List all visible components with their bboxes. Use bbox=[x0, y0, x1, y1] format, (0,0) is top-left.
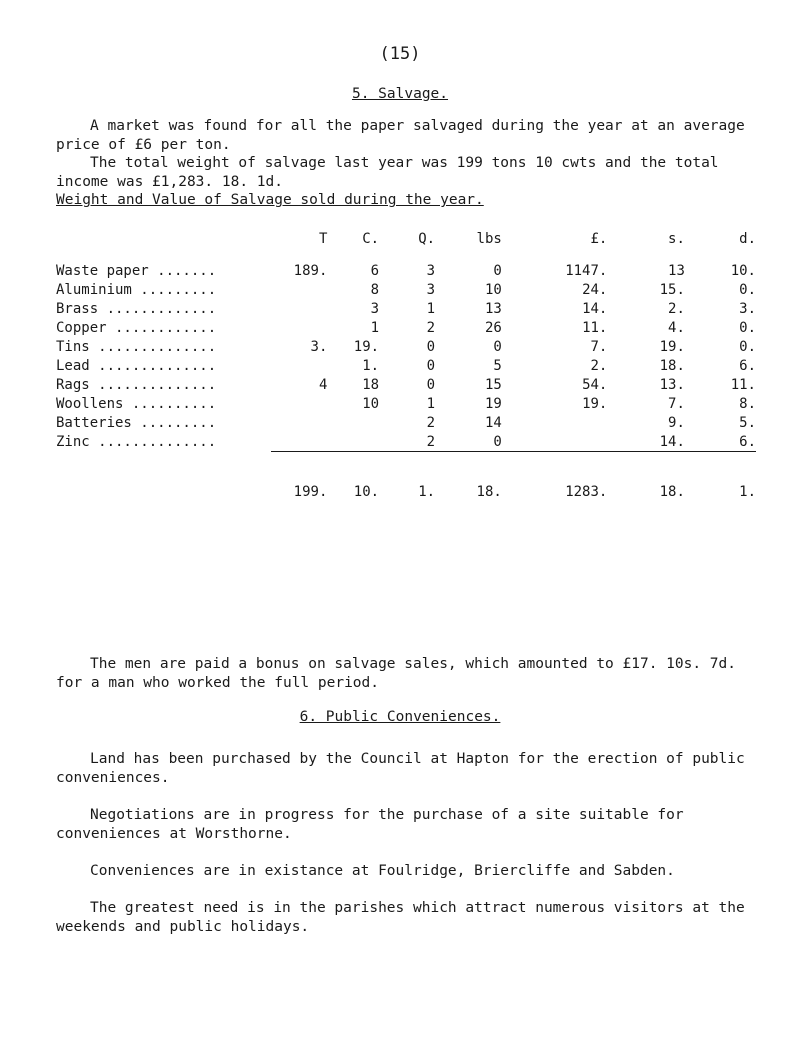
salvage-market-paragraph: A market was found for all the paper salvaged during the year at an average price of £6 per ton. bbox=[56, 118, 745, 153]
cell-quarters: 3 bbox=[426, 262, 436, 279]
col-header-pounds: £. bbox=[590, 231, 608, 247]
salvage-heading: 5. Salvage. bbox=[351, 86, 449, 102]
row-material-name: Batteries ......... bbox=[56, 414, 217, 431]
cell-tons bbox=[271, 394, 327, 413]
salvage-table bbox=[56, 231, 756, 501]
cell-quarters: 3 bbox=[426, 281, 436, 298]
cell-lbs: 14 bbox=[484, 414, 502, 431]
page-number: (15) bbox=[379, 44, 421, 64]
cell-shillings: 4. bbox=[668, 319, 685, 336]
cell-pence: 0. bbox=[739, 281, 756, 298]
cell-pounds bbox=[502, 413, 608, 432]
table-row bbox=[56, 432, 756, 452]
col-header-quarters: Q. bbox=[418, 231, 436, 247]
table-row bbox=[56, 356, 756, 375]
table-row bbox=[56, 337, 756, 356]
table-row bbox=[56, 261, 756, 280]
total-lbs: 18. bbox=[476, 483, 502, 500]
cell-shillings: 13 bbox=[668, 262, 685, 279]
cell-shillings: 7. bbox=[668, 395, 685, 412]
cell-tons: 189. bbox=[293, 262, 328, 279]
cell-cwts bbox=[327, 413, 379, 432]
total-cwts: 10. bbox=[353, 483, 380, 500]
cell-pence: 0. bbox=[739, 338, 756, 355]
cell-shillings: 14. bbox=[659, 433, 685, 450]
cell-pounds: 54. bbox=[582, 376, 608, 393]
salvage-total-paragraph: The total weight of salvage last year was 199 tons 10 cwts and the total income was £1,283. 18. 1d. bbox=[56, 155, 719, 190]
row-material-name: Waste paper ....... bbox=[56, 262, 217, 279]
cell-quarters: 0 bbox=[426, 376, 436, 393]
table-row bbox=[56, 375, 756, 394]
cell-quarters: 2 bbox=[426, 433, 436, 450]
col-header-tons: T bbox=[318, 231, 328, 247]
row-material-name: Brass ............. bbox=[56, 300, 217, 317]
row-material-name: Lead .............. bbox=[56, 357, 217, 374]
cell-tons bbox=[271, 318, 327, 337]
cell-tons bbox=[271, 432, 327, 452]
row-material-name: Zinc .............. bbox=[56, 433, 217, 450]
cell-tons: 4 bbox=[318, 376, 328, 393]
cell-quarters: 2 bbox=[426, 319, 436, 336]
cell-cwts: 18 bbox=[362, 376, 380, 393]
cell-pence: 5. bbox=[739, 414, 756, 431]
salvage-table-title: Weight and Value of Salvage sold during the year. bbox=[56, 192, 484, 208]
cell-quarters: 1 bbox=[426, 395, 436, 412]
col-header-pence: d. bbox=[739, 231, 756, 247]
cell-pounds: 1147. bbox=[565, 262, 608, 279]
cell-shillings: 9. bbox=[668, 414, 685, 431]
conveniences-paragraph-existing: Conveniences are in existance at Foulridge, Briercliffe and Sabden. bbox=[90, 863, 675, 879]
cell-quarters: 0 bbox=[426, 338, 436, 355]
row-material-name: Aluminium ......... bbox=[56, 281, 217, 298]
cell-pence: 8. bbox=[739, 395, 756, 412]
conveniences-paragraph-need: The greatest need is in the parishes which attract numerous visitors at the weekends and public holidays. bbox=[56, 900, 745, 935]
table-row bbox=[56, 318, 756, 337]
cell-shillings: 19. bbox=[659, 338, 685, 355]
cell-shillings: 18. bbox=[659, 357, 685, 374]
cell-pounds: 11. bbox=[582, 319, 608, 336]
cell-quarters: 0 bbox=[426, 357, 436, 374]
cell-pounds: 24. bbox=[582, 281, 608, 298]
cell-quarters: 1 bbox=[426, 300, 436, 317]
cell-lbs: 0 bbox=[493, 262, 502, 279]
cell-pounds: 2. bbox=[590, 357, 608, 374]
cell-cwts bbox=[327, 432, 379, 452]
cell-cwts: 1 bbox=[370, 319, 380, 336]
cell-pounds: 19. bbox=[582, 395, 608, 412]
cell-cwts: 3 bbox=[370, 300, 380, 317]
cell-cwts: 1. bbox=[362, 357, 380, 374]
cell-pence: 3. bbox=[739, 300, 756, 317]
cell-cwts: 8 bbox=[370, 281, 380, 298]
cell-pence: 10. bbox=[730, 262, 756, 279]
cell-cwts: 19. bbox=[353, 338, 380, 355]
cell-shillings: 15. bbox=[659, 281, 685, 298]
cell-tons bbox=[271, 280, 327, 299]
col-header-cwts: C. bbox=[362, 231, 380, 247]
cell-lbs: 0 bbox=[493, 338, 502, 355]
name-header bbox=[56, 231, 271, 261]
cell-lbs: 10 bbox=[484, 281, 502, 298]
bonus-paragraph: The men are paid a bonus on salvage sales, which amounted to £17. 10s. 7d. for a man who worked the full period. bbox=[56, 656, 737, 691]
conveniences-heading: 6. Public Conveniences. bbox=[299, 709, 501, 725]
row-material-name: Copper ............ bbox=[56, 319, 217, 336]
cell-lbs: 13 bbox=[484, 300, 502, 317]
row-material-name: Rags .............. bbox=[56, 376, 217, 393]
cell-quarters: 2 bbox=[426, 414, 436, 431]
cell-shillings: 13. bbox=[659, 376, 685, 393]
cell-lbs: 15 bbox=[484, 376, 502, 393]
cell-pounds: 14. bbox=[582, 300, 608, 317]
conveniences-paragraph-hapton: Land has been purchased by the Council at Hapton for the erection of public conveniences. bbox=[56, 751, 745, 786]
total-pounds: 1283. bbox=[565, 483, 608, 500]
table-row bbox=[56, 299, 756, 318]
cell-shillings: 2. bbox=[668, 300, 685, 317]
col-header-lbs: lbs bbox=[476, 231, 502, 247]
cell-pence: 6. bbox=[739, 357, 756, 374]
cell-lbs: 19 bbox=[484, 395, 502, 412]
cell-pounds bbox=[502, 432, 608, 452]
table-row bbox=[56, 280, 756, 299]
cell-tons bbox=[271, 356, 327, 375]
table-header-row bbox=[56, 231, 756, 261]
cell-tons bbox=[271, 299, 327, 318]
row-material-name: Tins .............. bbox=[56, 338, 217, 355]
cell-cwts: 6 bbox=[370, 262, 380, 279]
cell-pence: 11. bbox=[730, 376, 756, 393]
cell-tons: 3. bbox=[310, 338, 328, 355]
cell-lbs: 0 bbox=[493, 433, 502, 450]
total-quarters: 1. bbox=[418, 483, 436, 500]
cell-tons bbox=[271, 413, 327, 432]
cell-cwts: 10 bbox=[362, 395, 380, 412]
total-pence: 1. bbox=[739, 483, 756, 500]
row-material-name: Woollens .......... bbox=[56, 395, 217, 412]
totals-row bbox=[56, 482, 756, 501]
cell-lbs: 5 bbox=[493, 357, 502, 374]
cell-pounds: 7. bbox=[590, 338, 608, 355]
cell-pence: 0. bbox=[739, 319, 756, 336]
totals-label bbox=[56, 482, 271, 501]
conveniences-paragraph-worsthorne: Negotiations are in progress for the purchase of a site suitable for conveniences at Worsthorne. bbox=[56, 807, 684, 842]
col-header-shillings: s. bbox=[668, 231, 685, 247]
table-row bbox=[56, 394, 756, 413]
cell-pence: 6. bbox=[739, 433, 756, 450]
total-tons: 199. bbox=[293, 483, 328, 500]
cell-lbs: 26 bbox=[484, 319, 502, 336]
total-shillings: 18. bbox=[659, 483, 685, 500]
table-row bbox=[56, 413, 756, 432]
